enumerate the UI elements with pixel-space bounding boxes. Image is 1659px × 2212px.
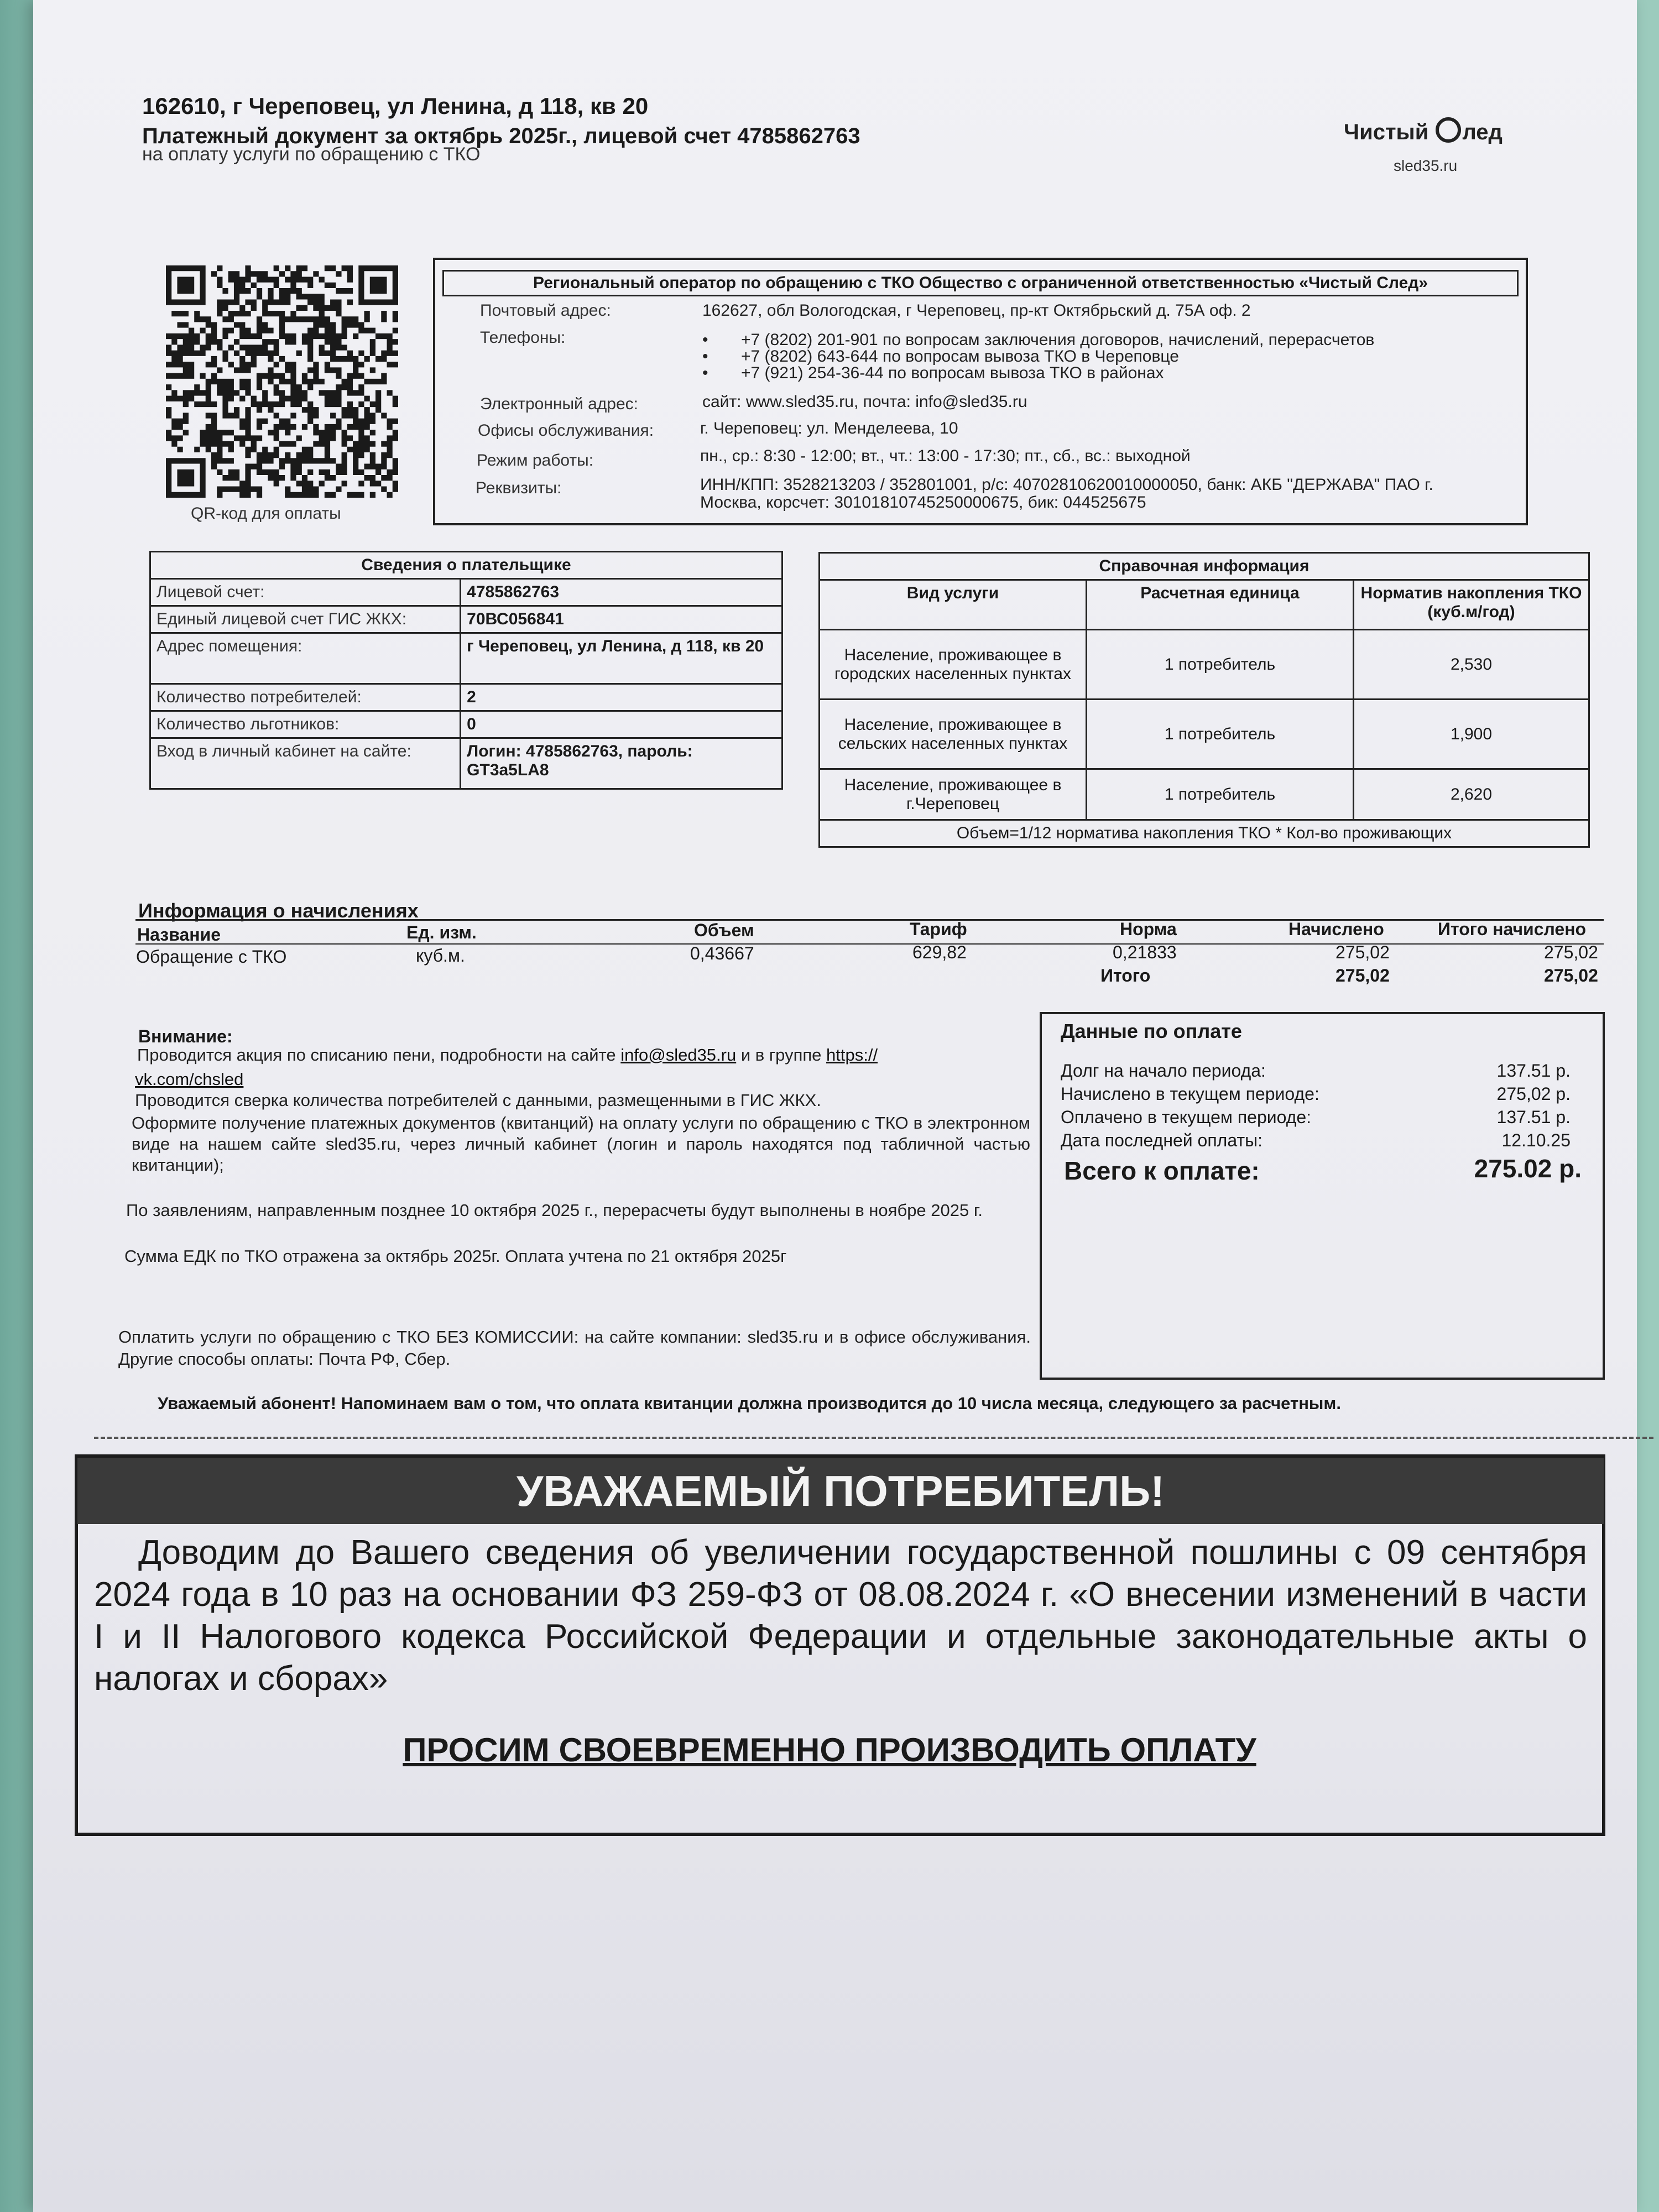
table-row	[820, 700, 1589, 769]
cut-line	[94, 1437, 1653, 1439]
payment-value: 137.51 р.	[1496, 1061, 1571, 1081]
payment-total-label: Всего к оплате:	[1064, 1156, 1260, 1185]
notice-p6: Оплатить услуги по обращению с ТКО БЕЗ КОМИССИИ: на сайте компании: sled35.ru и в офисе обслуживания. Другие способы оплаты: Почта РФ, Сбер.	[118, 1327, 1031, 1369]
notice-p2: Проводится сверка количества потребителей с данными, размещенными в ГИС ЖКХ.	[135, 1091, 821, 1110]
operator-phone-3: +7 (921) 254-36-44 по вопросам вывоза ТКО в районах	[741, 364, 1164, 382]
charges-header-volume: Объем	[694, 920, 754, 940]
reference-cell: 1 потребитель	[1087, 630, 1354, 700]
charges-cell-norm: 0,21833	[1113, 942, 1177, 962]
notice-banner-heading: УВАЖАЕМЫЙ ПОТРЕБИТЕЛЬ!	[77, 1458, 1604, 1524]
reference-cell: Население, проживающее в городских населенных пунктах	[820, 630, 1087, 700]
header-subtitle: на оплату услуги по обращению с ТКО	[142, 144, 481, 165]
reference-table-title: Справочная информация	[820, 553, 1589, 580]
charges-header-accrued: Начислено	[1288, 919, 1384, 939]
charges-cell-accrued: 275,02	[1335, 942, 1390, 962]
payer-key: Адрес помещения:	[150, 633, 461, 684]
logo-text-left: Чистый	[1344, 120, 1429, 144]
reference-header: Вид услуги	[820, 580, 1087, 630]
reference-cell: Население, проживающее в сельских населенных пунктах	[820, 700, 1087, 769]
qr-finder-pattern	[361, 268, 395, 302]
payment-label: Оплачено в текущем периоде:	[1061, 1107, 1312, 1127]
charges-total-label: Итого	[1100, 966, 1151, 985]
payer-info-table	[149, 551, 783, 790]
payer-value: г Череповец, ул Ленина, д 118, кв 20	[461, 633, 782, 684]
payer-key: Лицевой счет:	[150, 579, 461, 606]
table-row	[820, 630, 1589, 700]
table-row	[150, 606, 782, 633]
header-site: sled35.ru	[1394, 157, 1458, 174]
charges-cell-name: Обращение с ТКО	[136, 947, 287, 967]
header-address: 162610, г Череповец, ул Ленина, д 118, кв 20	[142, 93, 649, 119]
payer-value: 4785862763	[461, 579, 782, 606]
phone-bullet-icon: •	[702, 331, 708, 349]
logo-text-right: лед	[1462, 120, 1503, 144]
reference-cell: 1 потребитель	[1087, 700, 1354, 769]
payment-qr-code[interactable]	[166, 265, 398, 498]
operator-email-value[interactable]: сайт: www.sled35.ru, почта: info@sled35.ru	[702, 393, 1027, 411]
operator-phone-1: +7 (8202) 201-901 по вопросам заключения договоров, начислений, перерасчетов	[741, 331, 1375, 349]
payer-key: Количество льготников:	[150, 711, 461, 738]
table-row	[150, 738, 782, 789]
charges-cell-volume: 0,43667	[690, 943, 754, 963]
payment-reminder: Уважаемый абонент! Напоминаем вам о том, что оплата квитанции должна производится до 10 числа месяца, следующего за расчетным.	[158, 1394, 1341, 1413]
payer-login-value: Логин: 4785862763, пароль: GT3a5LA8	[461, 738, 782, 789]
payment-label: Долг на начало периода:	[1061, 1061, 1266, 1081]
qr-finder-pattern	[169, 461, 202, 494]
phone-bullet-icon: •	[702, 364, 708, 382]
payment-total-value: 275.02 р.	[1474, 1154, 1582, 1183]
operator-title: Региональный оператор по обращению с ТКО Общество с ограниченной ответственностью «Чистый След»	[442, 270, 1519, 296]
table-row	[150, 711, 782, 738]
payer-table-title: Сведения о плательщике	[150, 552, 782, 579]
table-row	[150, 633, 782, 684]
reference-header: Норматив накопления ТКО (куб.м/год)	[1354, 580, 1589, 630]
operator-offices-value: г. Череповец: ул. Менделеева, 10	[700, 419, 958, 437]
payer-value: 0	[461, 711, 782, 738]
notice-banner-cta: ПРОСИМ СВОЕВРЕМЕННО ПРОИЗВОДИТЬ ОПЛАТУ	[403, 1731, 1256, 1768]
company-logo	[1344, 117, 1503, 145]
payment-value: 12.10.25	[1501, 1130, 1571, 1150]
operator-hours-value: пн., ср.: 8:30 - 12:00; вт., чт.: 13:00 - 17:30; пт., сб., вс.: выходной	[700, 447, 1191, 465]
charges-cell-total: 275,02	[1544, 942, 1598, 962]
operator-requisites-label: Реквизиты:	[476, 479, 562, 497]
reference-cell: 2,620	[1354, 769, 1589, 820]
payer-key: Количество потребителей:	[150, 684, 461, 711]
notice-promo-text: Проводится акция по списанию пени, подробности на сайте	[137, 1045, 616, 1065]
operator-hours-label: Режим работы:	[477, 451, 594, 469]
notice-p4: По заявлениям, направленным позднее 10 октября 2025 г., перерасчеты будут выполнены в ноябре 2025 г.	[126, 1201, 983, 1220]
table-row	[150, 579, 782, 606]
notice-vk-link[interactable]: vk.com/chsled	[135, 1070, 244, 1089]
phone-bullet-icon: •	[702, 347, 708, 366]
reference-cell: 2,530	[1354, 630, 1589, 700]
charges-total-sum: 275,02	[1544, 966, 1598, 985]
notice-promo-text-2: и в группе	[740, 1045, 822, 1065]
reference-footer: Объем=1/12 норматива накопления ТКО * Кол-во проживающих	[820, 820, 1589, 847]
header-document-title: Платежный документ за октябрь 2025г., лицевой счет 4785862763	[142, 124, 860, 148]
notice-title: Внимание:	[138, 1026, 233, 1046]
operator-postal-label: Почтовый адрес:	[480, 301, 611, 320]
payer-value: 70ВС056841	[461, 606, 782, 633]
charges-header-norm: Норма	[1120, 919, 1177, 939]
payment-title: Данные по оплате	[1061, 1020, 1242, 1042]
reference-header: Расчетная единица	[1087, 580, 1354, 630]
notice-p5: Сумма ЕДК по ТКО отражена за октябрь 2025г. Оплата учтена по 21 октября 2025г	[124, 1246, 787, 1266]
operator-offices-label: Офисы обслуживания:	[478, 421, 654, 440]
charges-header-unit: Ед. изм.	[406, 922, 477, 942]
operator-requisites-value: ИНН/КПП: 3528213203 / 352801001, р/с: 40702810620010000050, банк: АКБ "ДЕРЖАВА" ПАО г.	[700, 476, 1433, 494]
footprint-icon	[1436, 117, 1461, 143]
charges-total-accrued: 275,02	[1335, 966, 1390, 985]
qr-code-label: QR-код для оплаты	[191, 504, 341, 523]
notice-banner-body: Доводим до Вашего сведения об увеличении государственной пошлины с 09 сентября 2024 года в 10 раз на основании ФЗ 259-ФЗ от 08.08.2024 г. «О внесении изменений в части I и II Налогового кодекса Российской Федерации и отдельные законодательные акты о налогах и сборах»	[94, 1533, 1587, 1698]
payer-value: 2	[461, 684, 782, 711]
operator-phone-2: +7 (8202) 643-644 по вопросам вывоза ТКО в Череповце	[741, 347, 1179, 366]
operator-email-label: Электронный адрес:	[480, 395, 639, 413]
reference-cell: 1 потребитель	[1087, 769, 1354, 820]
operator-postal-value: 162627, обл Вологодская, г Череповец, пр-кт Октябрьский д. 75А оф. 2	[702, 301, 1251, 320]
notice-p3: Оформите получение платежных документов (квитанций) на оплату услуги по обращению с ТКО в электронном виде на нашем сайте sled35.ru, через личный кабинет (логин и пароль находятся под табличной частью квитанции);	[132, 1113, 1030, 1175]
payment-label: Дата последней оплаты:	[1061, 1130, 1262, 1150]
charges-header-name: Название	[137, 925, 221, 945]
charges-cell-tariff: 629,82	[912, 942, 967, 962]
payment-value: 275,02 р.	[1496, 1084, 1571, 1104]
notice-vk-link-part1[interactable]: https://	[826, 1045, 878, 1065]
notice-email-link[interactable]: info@sled35.ru	[620, 1045, 737, 1065]
operator-requisites-line2: Москва, корсчет: 30101810745250000675, бик: 044525675	[700, 493, 1146, 512]
payer-key: Единый лицевой счет ГИС ЖКХ:	[150, 606, 461, 633]
reference-info-table	[818, 552, 1590, 848]
charges-cell-unit: куб.м.	[416, 946, 465, 966]
notice-promo-line	[137, 1045, 1033, 1065]
payment-label: Начислено в текущем периоде:	[1061, 1084, 1319, 1104]
payer-key: Вход в личный кабинет на сайте:	[150, 738, 461, 789]
reference-cell: Население, проживающее в г.Череповец	[820, 769, 1087, 820]
qr-finder-pattern	[169, 268, 202, 302]
charges-header-total: Итого начислено	[1438, 919, 1587, 939]
notice-vk-link-part2[interactable]	[135, 1070, 243, 1089]
charges-title: Информация о начислениях	[138, 899, 419, 922]
reference-cell: 1,900	[1354, 700, 1589, 769]
payment-value: 137.51 р.	[1496, 1107, 1571, 1127]
table-row	[150, 684, 782, 711]
table-row	[820, 769, 1589, 820]
charges-header-tariff: Тариф	[910, 919, 967, 939]
operator-phones-label: Телефоны:	[480, 328, 566, 347]
